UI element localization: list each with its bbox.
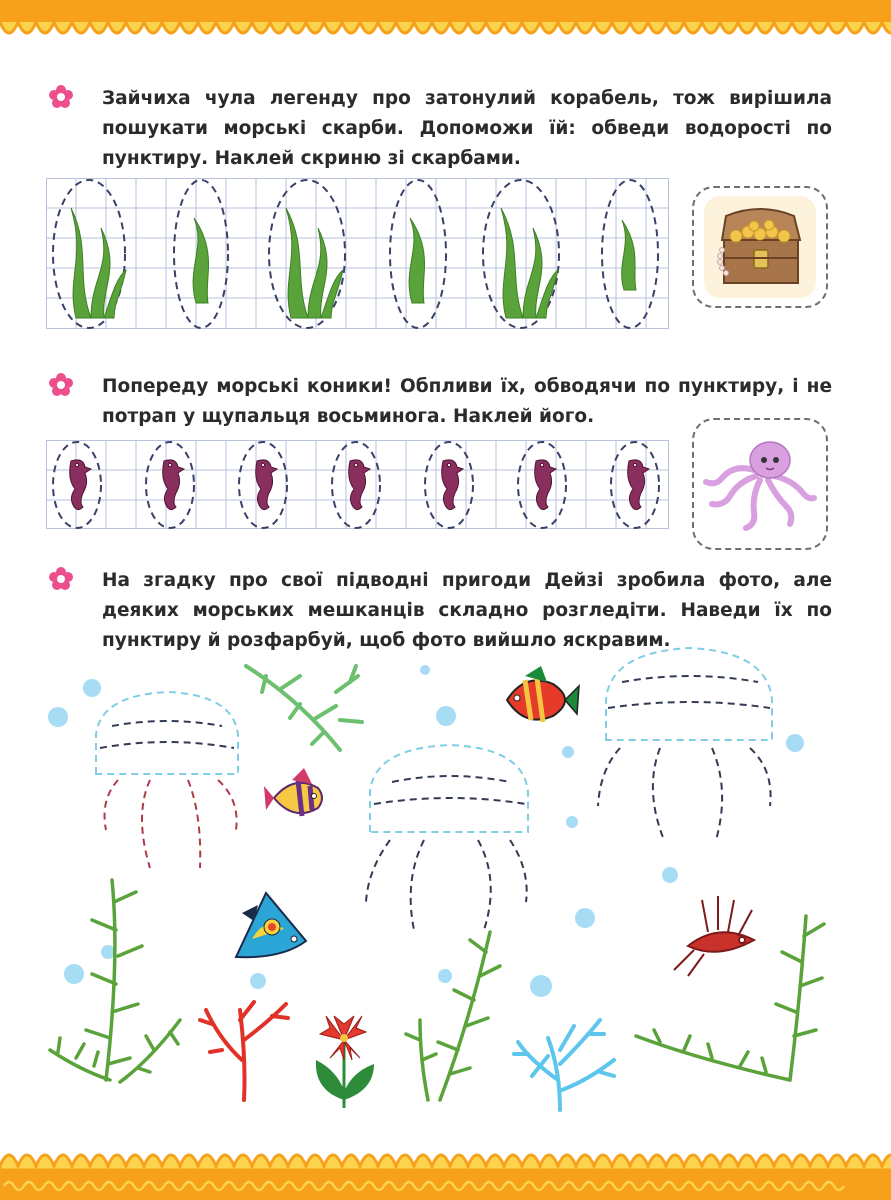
lionfish-icon [674,896,754,976]
seaweed-icon [409,218,424,303]
bottom-border-decoration [0,1142,891,1200]
flower-icon [48,566,74,592]
seahorse-icon [442,460,463,510]
red-flower-icon [316,1016,374,1108]
flower-icon [48,372,74,398]
sticker-slot-octopus[interactable] [692,418,828,550]
jellyfish-dashed-outline [598,648,772,840]
seaweed-tracing-grid [46,178,670,330]
green-seaweed-icon [406,932,500,1100]
top-border-decoration [0,0,891,48]
seahorse-icon [535,460,556,510]
seahorse-icon [163,460,184,510]
task-2-text: Попереду морські коники! Обпливи їх, обводячи по пунктиру, і не потрап у щупальця восьминога. Наклей його. [102,376,832,427]
green-coral-icon [246,666,362,750]
seahorse-icon [70,460,91,510]
red-coral-icon [200,1002,288,1100]
dashed-path [269,180,345,328]
seaweed-icon [286,208,343,318]
seaweed-icon [193,218,208,303]
jellyfish-dashed-outline [366,745,528,930]
octopus-icon [694,420,826,548]
angelfish-icon [236,893,306,957]
seahorse-icon [256,460,277,510]
yellow-fish-icon [264,768,322,816]
flower-icon [48,84,74,110]
seaweed-icon [71,208,126,318]
treasure-chest-icon [694,188,826,306]
underwater-scene [0,640,891,1140]
seahorse-tracing-grid [46,440,670,530]
red-fish-icon [507,666,579,722]
task-1-text: Зайчиха чула легенду про затонулий корабель, тож вирішила пошукати морські скарби. Допоможи їй: обведи водорості по пунктиру. Наклей скриню зі скарбами. [102,88,832,169]
seaweed-icon [622,220,636,290]
task-3-text: На згадку про свої підводні пригоди Дейзі зробила фото, але деяких морських мешканців складно розгледіти. Наведи їх по пунктиру й розфарбуй, щоб фото вийшло яскравим. [102,570,832,651]
seahorse-icon [349,460,370,510]
jellyfish-dashed-outline [96,692,238,868]
blue-coral-icon [514,1020,614,1110]
sticker-slot-treasure[interactable] [692,186,828,308]
